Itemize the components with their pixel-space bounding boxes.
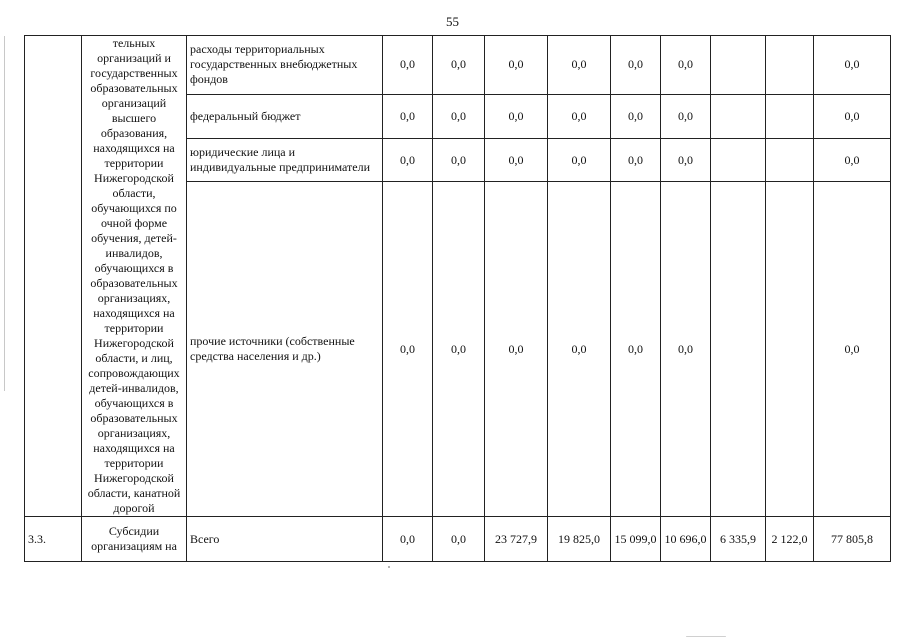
value-cell: 0,0 (485, 94, 548, 138)
scan-margin-line (4, 36, 5, 391)
value-cell: 0,0 (485, 182, 548, 517)
total-cell: 0,0 (814, 139, 891, 182)
value-cell: 0,0 (548, 94, 611, 138)
value-cell: 0,0 (611, 182, 661, 517)
total-cell: 0,0 (814, 182, 891, 517)
total-cell: 77 805,8 (814, 517, 891, 562)
measure-name-cell: Субсидии организациям на (82, 517, 187, 562)
measure-name-cell: тельных организаций и государственных образовательных организаций высшего образования, находящихся на территории Нижегородской области, обучающихся по очной форме обучения, детей-инвалидов, обучающихся в образовательных организациях, находящихся на территории Нижегородской области, и лиц, сопровождающих детей-инвалидов, обучающихся в образовательных организациях, находящихся на территории Нижегородской области, канатной дорогой (82, 36, 187, 517)
value-cell: 23 727,9 (485, 517, 548, 562)
funding-source-cell: прочие источники (собственные средства населения и др.) (187, 182, 383, 517)
value-cell (766, 36, 814, 95)
value-cell (711, 36, 766, 95)
value-cell (766, 139, 814, 182)
value-cell: 0,0 (433, 94, 485, 138)
total-cell: 0,0 (814, 94, 891, 138)
value-cell (766, 182, 814, 517)
page-number: 55 (446, 14, 459, 29)
value-cell: 0,0 (548, 182, 611, 517)
value-cell (711, 139, 766, 182)
value-cell: 0,0 (661, 182, 711, 517)
value-cell: 0,0 (485, 139, 548, 182)
value-cell: 0,0 (611, 94, 661, 138)
value-cell: 0,0 (611, 139, 661, 182)
value-cell: 0,0 (661, 94, 711, 138)
funding-source-cell: юридические лица и индивидуальные предприниматели (187, 139, 383, 182)
funding-source-cell: федеральный бюджет (187, 94, 383, 138)
value-cell: 2 122,0 (766, 517, 814, 562)
value-cell: 0,0 (661, 139, 711, 182)
value-cell: 0,0 (383, 36, 433, 95)
table-row (25, 36, 891, 95)
total-cell: 0,0 (814, 36, 891, 95)
value-cell: 0,0 (433, 517, 485, 562)
funding-source-cell: Всего (187, 517, 383, 562)
row-index-cell: 3.3. (25, 517, 82, 562)
budget-table (24, 35, 891, 562)
value-cell: 0,0 (548, 36, 611, 95)
table-row (25, 517, 891, 562)
value-cell: 0,0 (433, 182, 485, 517)
row-index-cell (25, 36, 82, 517)
value-cell: 15 099,0 (611, 517, 661, 562)
value-cell: 0,0 (485, 36, 548, 95)
value-cell (711, 94, 766, 138)
scan-speck (686, 636, 726, 637)
value-cell: 0,0 (383, 94, 433, 138)
value-cell: 0,0 (548, 139, 611, 182)
value-cell (711, 182, 766, 517)
value-cell: 0,0 (611, 36, 661, 95)
value-cell: 19 825,0 (548, 517, 611, 562)
value-cell: 0,0 (383, 182, 433, 517)
value-cell: 0,0 (383, 517, 433, 562)
value-cell: 0,0 (433, 139, 485, 182)
value-cell: 0,0 (383, 139, 433, 182)
value-cell: 0,0 (661, 36, 711, 95)
scan-speck (388, 566, 390, 568)
value-cell: 0,0 (433, 36, 485, 95)
funding-source-cell: расходы территориальных государственных внебюджетных фондов (187, 36, 383, 95)
value-cell: 6 335,9 (711, 517, 766, 562)
value-cell: 10 696,0 (661, 517, 711, 562)
value-cell (766, 94, 814, 138)
